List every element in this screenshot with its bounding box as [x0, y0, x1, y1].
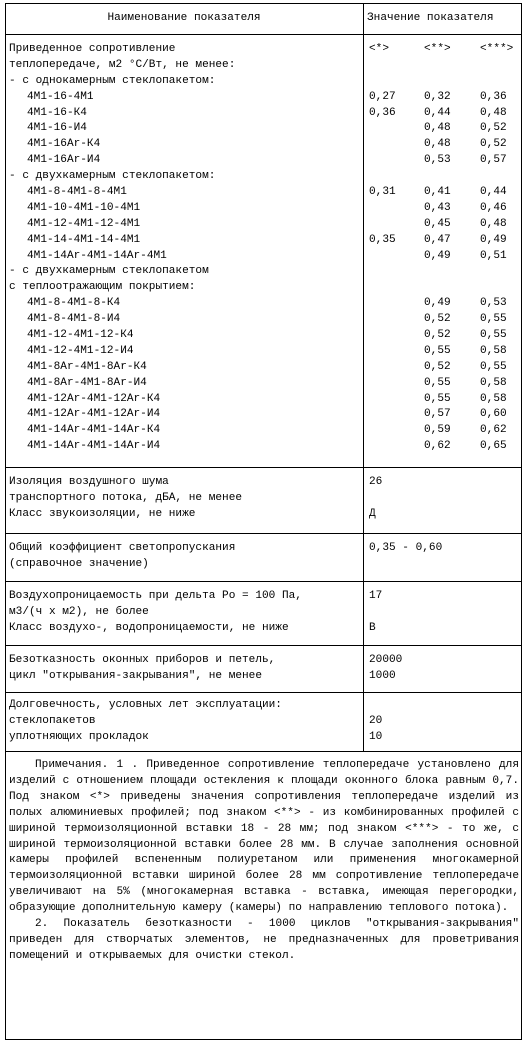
- air-line: Класс воздухо-, водопроницаемости, не ниже: [9, 621, 289, 634]
- light-row: [6, 534, 521, 582]
- value-cell: 0,51: [480, 249, 507, 262]
- light-line: Общий коэффициент светопропускания: [9, 542, 236, 554]
- glazing-values: [369, 217, 519, 233]
- value-cell: 0,48: [424, 122, 451, 135]
- value-cell: 0,47: [424, 233, 451, 246]
- value-cell: 0,58: [480, 376, 507, 389]
- spacer: [369, 264, 519, 280]
- glazing-formula: 4М1-16-4М1: [27, 90, 94, 103]
- value-cell: 0,48: [424, 138, 451, 151]
- light-values: [369, 541, 519, 557]
- glazing-group-label: - с однокамерным стеклопакетом:: [9, 74, 216, 87]
- value-cell: 0,32: [424, 90, 451, 103]
- glazing-values: [369, 423, 519, 439]
- noise-line: транспортного потока, дБА, не менее: [9, 491, 243, 504]
- glazing-formula: 4М1-8-4М1-8-К4: [27, 297, 121, 310]
- thermal-names: [9, 42, 359, 455]
- durability-value: 20: [369, 714, 383, 727]
- value-cell: 0,49: [424, 297, 451, 310]
- glazing-formula: 4М1-16Ar-И4: [27, 154, 101, 167]
- glazing-values: [369, 185, 519, 201]
- glazing-values: [369, 201, 519, 217]
- glazing-values: [369, 106, 519, 122]
- value-cell: 0,31: [369, 186, 396, 199]
- reliability-line: цикл "открывания-закрывания", не менее: [9, 669, 262, 682]
- value-cell: 0,55: [424, 392, 451, 405]
- value-cell: <**>: [424, 43, 451, 55]
- value-cell: 0,53: [480, 297, 507, 310]
- header-name: Наименование показателя: [107, 12, 261, 24]
- glazing-formula: 4М1-12Ar-4М1-12Ar-К4: [27, 392, 161, 405]
- notes-section: [9, 758, 519, 965]
- value-cell: 0,52: [480, 138, 507, 151]
- value-cell: 0,48: [480, 217, 507, 230]
- spacer: [369, 169, 519, 185]
- value-cell: 0,52: [424, 360, 451, 373]
- value-cell: 0,36: [369, 106, 396, 119]
- glazing-values: [369, 328, 519, 344]
- glazing-formula: 4М1-14Ar-4М1-14Ar-4М1: [27, 249, 167, 262]
- value-cell: 0,55: [480, 329, 507, 342]
- air-line: м3/(ч х м2), не более: [9, 605, 149, 618]
- reliability-line: Безотказность оконных приборов и петель,: [9, 654, 276, 666]
- value-cell: 0,52: [480, 122, 507, 135]
- thermal-title-line: Приведенное сопротивление: [9, 43, 176, 55]
- value-cell: 0,44: [424, 106, 451, 119]
- value-cell: 0,55: [480, 360, 507, 373]
- value-cell: 0,65: [480, 440, 507, 453]
- value-cell: 0,55: [424, 344, 451, 357]
- durability-values: [369, 698, 519, 746]
- glazing-formula: 4М1-12-4М1-12-4М1: [27, 217, 141, 230]
- thermal-values: [369, 42, 519, 455]
- light-names: [9, 541, 359, 573]
- durability-value: 10: [369, 730, 383, 743]
- value-cell: <*>: [369, 43, 389, 55]
- value-cell: 0,43: [424, 201, 451, 214]
- glazing-values: [369, 153, 519, 169]
- noise-line: Класс звукоизоляции, не ниже: [9, 507, 196, 520]
- durability-line: уплотняющих прокладок: [9, 730, 149, 743]
- glazing-formula: 4М1-14Ar-4М1-14Ar-К4: [27, 424, 161, 437]
- value-cell: <***>: [480, 43, 514, 55]
- air-line: Воздухопроницаемость при дельта Ро = 100 Па,: [9, 590, 302, 602]
- reliability-values: [369, 653, 519, 685]
- glazing-formula: 4М1-14Ar-4М1-14Ar-И4: [27, 440, 161, 453]
- glazing-formula: 4М1-8-4М1-8-4М1: [27, 186, 127, 199]
- glazing-group-label: - с двухкамерным стеклопакетом:: [9, 170, 216, 183]
- glazing-values: [369, 121, 519, 137]
- glazing-formula: 4М1-14-4М1-14-4М1: [27, 233, 141, 246]
- value-cell: 0,52: [424, 329, 451, 342]
- glazing-formula: 4М1-16-К4: [27, 106, 87, 119]
- value-cell: 0,44: [480, 186, 507, 199]
- noise-names: [9, 475, 359, 523]
- spacer: [369, 58, 519, 74]
- value-cell: 0,57: [424, 408, 451, 421]
- value-cell: 0,55: [480, 313, 507, 326]
- spacer: [369, 280, 519, 296]
- glazing-values: [369, 376, 519, 392]
- glazing-values: [369, 344, 519, 360]
- reliability-names: [9, 653, 359, 685]
- reliability-value: 1000: [369, 669, 396, 682]
- glazing-group-label: с теплоотражающим покрытием:: [9, 281, 196, 294]
- glazing-values: [369, 360, 519, 376]
- value-cell: 0,49: [424, 249, 451, 262]
- value-cell: 0,58: [480, 344, 507, 357]
- glazing-values: [369, 233, 519, 249]
- reliability-value: 20000: [369, 654, 403, 666]
- noise-line: Изоляция воздушного шума: [9, 476, 169, 488]
- thermal-row: [6, 35, 521, 468]
- glazing-formula: 4М1-12-4М1-12-И4: [27, 344, 134, 357]
- column-divider: [363, 4, 364, 752]
- glazing-formula: 4М1-12-4М1-12-К4: [27, 329, 134, 342]
- value-cell: 0,62: [424, 440, 451, 453]
- glazing-formula: 4М1-8Ar-4М1-8Ar-И4: [27, 376, 147, 389]
- value-cell: 0,53: [424, 154, 451, 167]
- glazing-values: [369, 392, 519, 408]
- glazing-formula: 4М1-16-И4: [27, 122, 87, 135]
- air-names: [9, 589, 359, 637]
- glazing-formula: 4М1-16Ar-К4: [27, 138, 101, 151]
- glazing-values: [369, 312, 519, 328]
- value-cell: 0,57: [480, 154, 507, 167]
- noise-value: [369, 491, 519, 507]
- glazing-formula: 4М1-8-4М1-8-И4: [27, 313, 121, 326]
- air-row: [6, 582, 521, 646]
- glazing-group-label: - с двухкамерным стеклопакетом: [9, 265, 209, 278]
- standard-table: [5, 3, 522, 1040]
- value-cell: 0,55: [424, 376, 451, 389]
- noise-value: 26: [369, 476, 383, 488]
- value-cell: 0,41: [424, 186, 451, 199]
- glazing-formula: 4М1-8Ar-4М1-8Ar-К4: [27, 360, 147, 373]
- glazing-formula: 4М1-12Ar-4М1-12Ar-И4: [27, 408, 161, 421]
- light-value: 0,35 - 0,60: [369, 542, 443, 554]
- value-cell: 0,62: [480, 424, 507, 437]
- header-row: [6, 4, 521, 35]
- air-value: В: [369, 621, 376, 634]
- profile-legend: [369, 42, 519, 58]
- value-cell: 0,48: [480, 106, 507, 119]
- noise-values: [369, 475, 519, 523]
- value-cell: 0,60: [480, 408, 507, 421]
- glazing-values: [369, 90, 519, 106]
- light-line: (справочное значение): [9, 557, 149, 570]
- glazing-values: [369, 137, 519, 153]
- durability-line: Долговечность, условных лет эксплуатации:: [9, 699, 282, 711]
- value-cell: 0,46: [480, 201, 507, 214]
- header-value: Значение показателя: [367, 12, 494, 24]
- durability-line: стеклопакетов: [9, 714, 96, 727]
- note-paragraph-1: Примечания. 1 . Приведенное сопротивление теплопередаче установлено для изделий с отношением площади остекления к площади оконного блока равным 0,7. Под знаком <*> приведены значения сопротивления теплопередаче изделий из полых алюминиевых профилей; под знаком <**> - из комбинированных профилей с шириной термоизоляционной вставки 18 - 28 мм; под знаком <***> - то же, с шириной термоизоляционной вставки более 28 мм. В случае заполнения основной камеры профилей вспененным полиуретаном или применения многокамерной термоизоляционной вставки шириной более 28 мм сопротивление теплопередаче увеличивают на 5% (многокамерная вставка - вставка, имеющая перегородки, образующие дополнительную камеру (камеры) по направлению теплового потока).: [9, 759, 519, 915]
- glazing-values: [369, 407, 519, 423]
- air-value: [369, 605, 519, 621]
- glazing-values: [369, 439, 519, 455]
- value-cell: 0,45: [424, 217, 451, 230]
- thermal-title-line: теплопередаче, м2 °С/Вт, не менее:: [9, 58, 236, 71]
- reliability-row: [6, 646, 521, 693]
- value-cell: 0,49: [480, 233, 507, 246]
- durability-value: [369, 698, 519, 714]
- noise-value: Д: [369, 507, 376, 520]
- note-paragraph-2: 2. Показатель безотказности - 1000 циклов "открывания-закрывания" приведен для створчатых элементов, не предназначенных для проветривания помещений и открываемых для очистки стекол.: [9, 918, 519, 962]
- value-cell: 0,59: [424, 424, 451, 437]
- air-values: [369, 589, 519, 637]
- durability-row: [6, 693, 521, 752]
- noise-row: [6, 468, 521, 534]
- value-cell: 0,58: [480, 392, 507, 405]
- glazing-values: [369, 249, 519, 265]
- durability-names: [9, 698, 359, 746]
- air-value: 17: [369, 590, 383, 602]
- value-cell: 0,52: [424, 313, 451, 326]
- value-cell: 0,27: [369, 90, 396, 103]
- glazing-formula: 4М1-10-4М1-10-4М1: [27, 201, 141, 214]
- value-cell: 0,36: [480, 90, 507, 103]
- value-cell: 0,35: [369, 233, 396, 246]
- glazing-values: [369, 296, 519, 312]
- spacer: [369, 74, 519, 90]
